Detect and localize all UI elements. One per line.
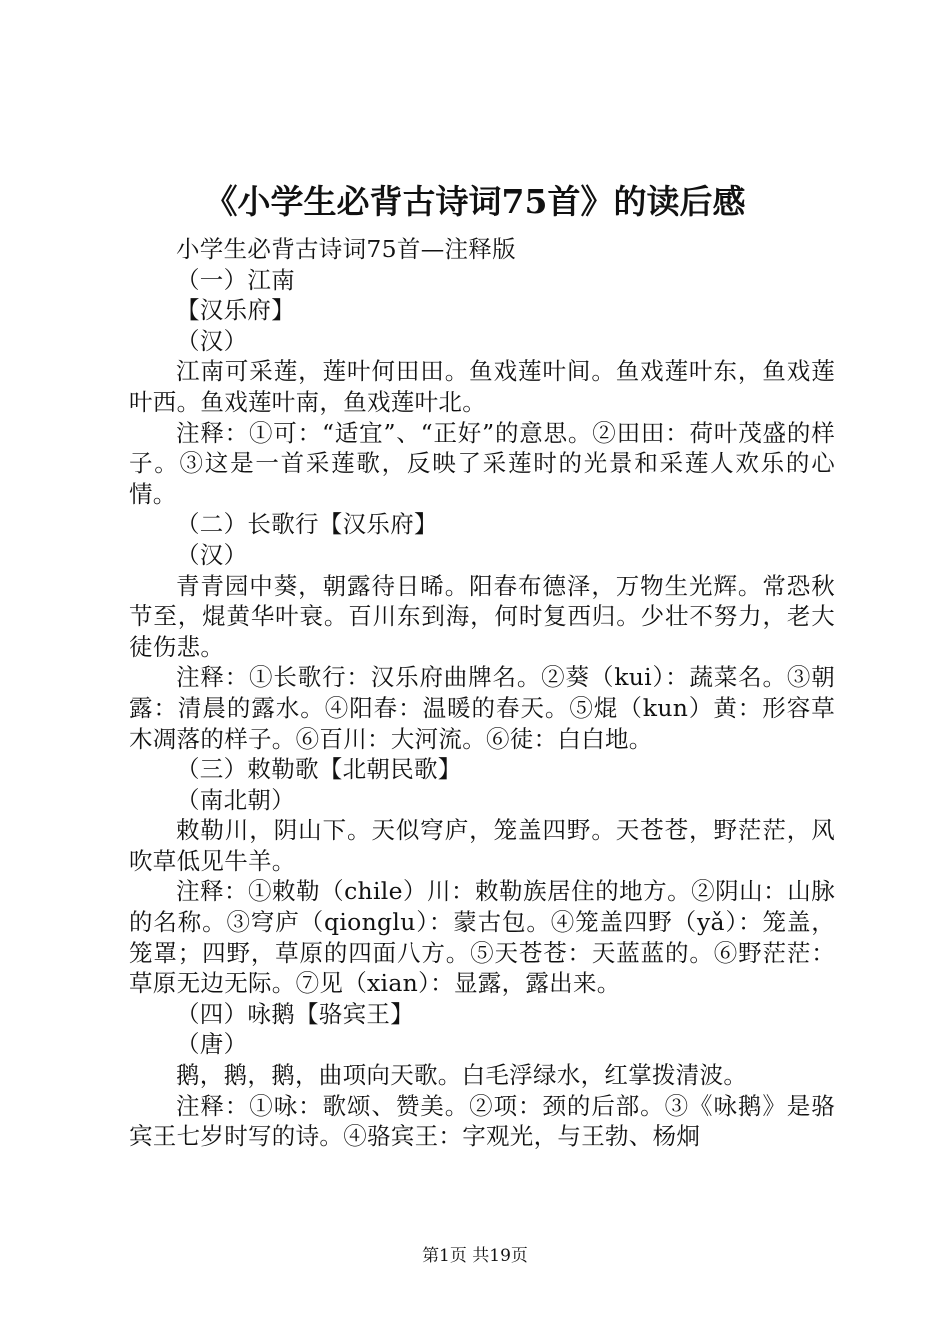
paragraph-section-3-notes: 注释：①敕勒（chile）川：敕勒族居住的地方。②阴山：山脉的名称。③穹庐（qionglu）：蒙古包。④笼盖四野（yǎ）：笼盖，笼罩；四野，草原的四面八方。⑤天苍苍：天蓝蓝的。⑥野茫茫：草原无边无际。⑦见（xian）：显露，露出来。 [129, 877, 835, 998]
page-number-footer: 第1页 共19页 [422, 1246, 528, 1266]
paragraph-section-2-notes: 注释：①长歌行：汉乐府曲牌名。②葵（kui）：蔬菜名。③朝露：清晨的露水。④阳春：温暖的春天。⑤焜（kun）黄：形容草木凋落的样子。⑥百川：大河流。⑥徒：白白地。 [129, 663, 835, 753]
paragraph-section-1-author: 【汉乐府】 [176, 296, 295, 325]
document-body [129, 234, 835, 1152]
paragraph-section-1-notes: 注释：①可：“适宜”、“正好”的意思。②田田：荷叶茂盛的样子。③这是一首采莲歌，反映了采莲时的光景和采莲人欢乐的心情。 [129, 418, 835, 508]
paragraph-section-2-heading: （二）长歌行【汉乐府】 [176, 510, 438, 539]
paragraph-subtitle: 小学生必背古诗词75首—注释版 [176, 235, 516, 263]
paragraph-section-4-notes: 注释：①咏：歌颂、赞美。②项：颈的后部。③《咏鹅》是骆宾王七岁时写的诗。④骆宾王：字观光，与王勃、杨炯 [129, 1091, 835, 1151]
paragraph-section-2-dynasty: （汉） [176, 540, 248, 569]
document-title: 《小学生必背古诗词75首》的读后感 [204, 182, 746, 221]
paragraph-section-2-poem: 青青园中葵，朝露待日晞。阳春布德泽，万物生光辉。常恐秋节至，焜黄华叶衰。百川东到海，何时复西归。少壮不努力，老大徒伤悲。 [129, 571, 835, 661]
paragraph-section-1-heading: （一）江南 [176, 265, 295, 294]
paragraph-section-4-poem: 鹅，鹅，鹅，曲项向天歌。白毛浮绿水，红掌拨清波。 [176, 1061, 748, 1090]
paragraph-section-1-poem: 江南可采莲，莲叶何田田。鱼戏莲叶间。鱼戏莲叶东，鱼戏莲叶西。鱼戏莲叶南，鱼戏莲叶北。 [129, 357, 835, 416]
paragraph-section-1-dynasty: （汉） [176, 326, 248, 355]
paragraph-section-3-poem: 敕勒川，阴山下。天似穹庐，笼盖四野。天苍苍，野茫茫，风吹草低见牛羊。 [129, 816, 835, 875]
paragraph-section-3-heading: （三）敕勒歌【北朝民歌】 [176, 755, 462, 784]
paragraph-section-3-dynasty: （南北朝） [176, 785, 295, 814]
paragraph-section-4-dynasty: （唐） [176, 1030, 248, 1059]
paragraph-section-4-heading: （四）咏鹅【骆宾王】 [176, 999, 414, 1028]
